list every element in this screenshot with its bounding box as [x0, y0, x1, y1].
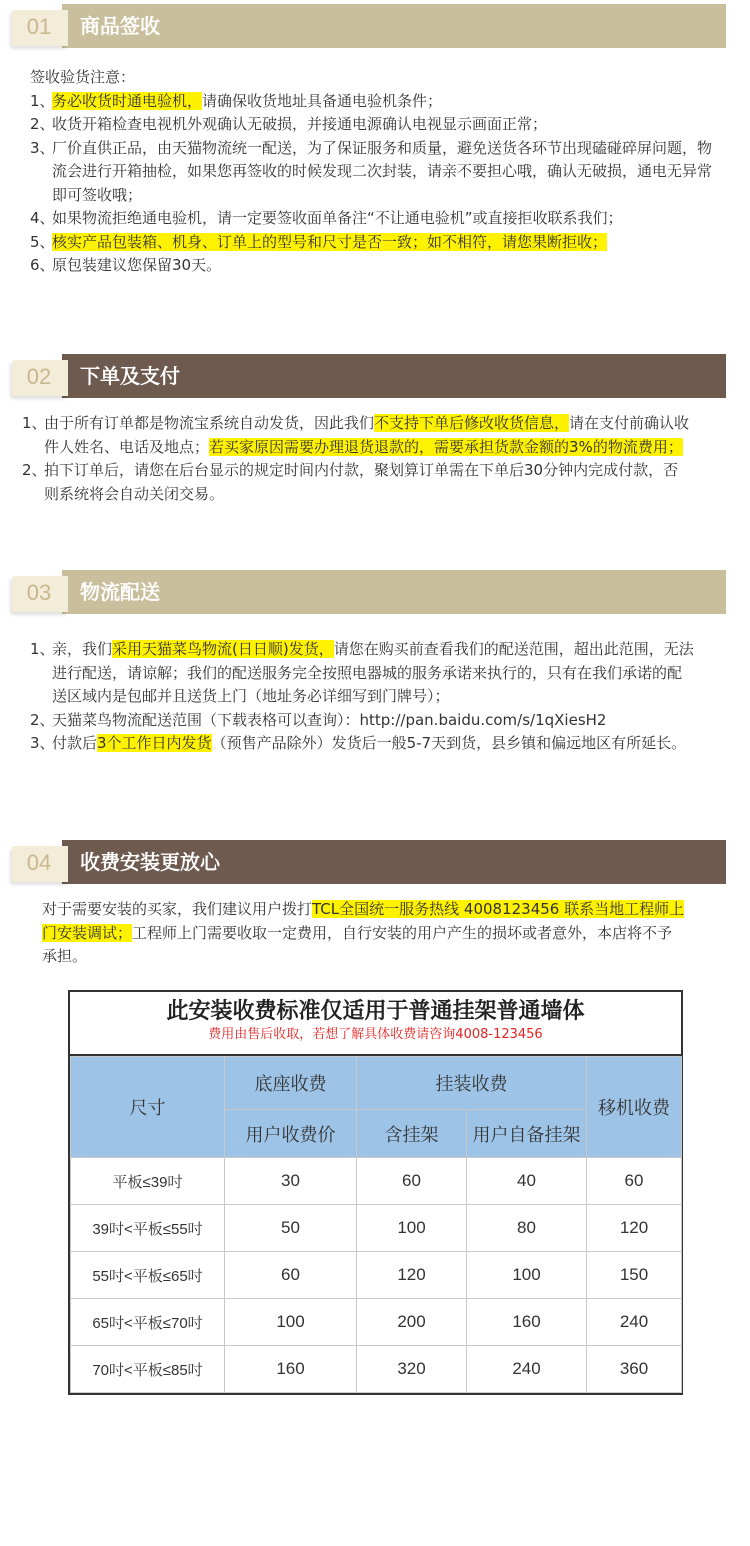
item-text: 亲，我们 — [52, 640, 113, 658]
item-text: 请确保收货地址具备通电验机条件； — [202, 91, 443, 110]
table-row — [71, 1158, 682, 1205]
list-marker: 1、 — [30, 91, 55, 110]
cell-value: 50 — [225, 1205, 357, 1252]
fee-grid — [70, 1056, 682, 1393]
cell-value: 100 — [357, 1205, 467, 1252]
list-item — [30, 254, 720, 278]
list-marker: 6、 — [30, 256, 55, 274]
item-text: 厂价直供正品，由天猫物流统一配送，为了保证服务和质量，避免送货各环节出现磕碰碎屏问题，物流会进行开箱抽检，如果您再签收的时候发现二次封装，请亲不要担心哦，确认无破损，通电无异常即可签收哦； — [52, 138, 713, 204]
cell-value: 160 — [225, 1346, 357, 1393]
table-title: 此安装收费标准仅适用于普通挂架普通墙体 — [166, 999, 585, 1024]
paragraph — [42, 898, 687, 969]
cell-value: 40 — [467, 1158, 587, 1205]
table-caption — [70, 992, 681, 1056]
section-01-body — [30, 66, 720, 278]
highlight-text: 采用天猫菜鸟物流(日日顺)发货， — [112, 640, 334, 658]
section-title: 收费安装更放心 — [80, 850, 220, 874]
list-marker: 2、 — [30, 115, 55, 133]
list-item — [22, 459, 692, 506]
highlight-text: 核实产品包装箱、机身、订单上的型号和尺寸是否一致；如不相符，请您果断拒收； — [52, 232, 608, 251]
list-marker: 2、 — [22, 461, 47, 479]
header-user-price: 用户收费价 — [225, 1110, 357, 1158]
cell-size: 39吋<平板≤55吋 — [71, 1205, 225, 1252]
list-marker: 1、 — [30, 640, 55, 658]
section-number: 02 — [26, 364, 52, 389]
item-text: 请您在购买前查看我们的配送范围，超出此范围，无法进行配送，请谅解；我们的配送服务完全按照电器城的服务承诺来执行的，只有在我们承诺的配送区域内是包邮并且送货上门（地址务必详细写到门牌号）； — [52, 640, 694, 705]
intro-line: 签收验货注意： — [30, 68, 136, 86]
section-number: 04 — [26, 850, 52, 875]
section-04-body — [42, 898, 687, 969]
section-bar — [62, 4, 726, 48]
cell-value: 360 — [587, 1346, 682, 1393]
section-title: 商品签收 — [80, 14, 160, 38]
cell-value: 320 — [357, 1346, 467, 1393]
table-row — [71, 1346, 682, 1393]
cell-value: 60 — [587, 1158, 682, 1205]
table-row — [71, 1205, 682, 1252]
section-header-04 — [0, 840, 750, 884]
table-subtitle: 费用由售后收取，若想了解具体收费请咨询4008-123456 — [208, 1027, 543, 1042]
cell-value: 80 — [467, 1205, 587, 1252]
cell-value: 120 — [587, 1205, 682, 1252]
section-bar — [62, 570, 726, 614]
section-header-01 — [0, 4, 750, 48]
table-row — [71, 1299, 682, 1346]
header-hang-fee: 挂装收费 — [357, 1057, 587, 1110]
item-text: 由于所有订单都是物流宝系统自动发货，因此我们 — [44, 414, 375, 432]
item-text: （预售产品除外）发货后一般5-7天到货，县乡镇和偏远地区有所延长。 — [211, 734, 687, 752]
section-title: 物流配送 — [80, 580, 160, 604]
list-item — [30, 137, 720, 208]
item-text: 原包装建议您保留30天。 — [52, 256, 222, 274]
item-text: 拍下订单后，请您在后台显示的规定时间内付款，聚划算订单需在下单后30分钟内完成付款，否则系统将会自动关闭交易。 — [44, 461, 679, 503]
list-item — [22, 412, 692, 459]
highlight-text: TCL全国统一服务热线 4008123456 联系当地工程师上门安装调试； — [42, 900, 685, 942]
item-text: 对于需要安装的买家，我们建议用户拨打 — [42, 900, 313, 918]
cell-value: 60 — [357, 1158, 467, 1205]
highlight-text: 3个工作日内发货 — [97, 734, 212, 752]
highlight-text: 务必收货时通电验机， — [52, 91, 203, 110]
cell-value: 60 — [225, 1252, 357, 1299]
list-marker: 4、 — [30, 209, 55, 227]
section-title: 下单及支付 — [80, 364, 180, 388]
cell-value: 100 — [467, 1252, 587, 1299]
list-item — [30, 207, 720, 231]
section-number: 01 — [26, 14, 52, 39]
list-item — [30, 709, 694, 733]
cell-size: 65吋<平板≤70吋 — [71, 1299, 225, 1346]
list-item — [30, 231, 720, 255]
cell-size: 70吋<平板≤85吋 — [71, 1346, 225, 1393]
list-item — [30, 732, 694, 756]
header-base-fee: 底座收费 — [225, 1057, 357, 1110]
item-text: 工程师上门需要收取一定费用，自行安装的用户产生的损坏或者意外，本店将不予承担。 — [42, 923, 673, 965]
section-header-03 — [0, 570, 750, 614]
header-move-fee: 移机收费 — [587, 1057, 682, 1158]
item-text: 付款后 — [52, 734, 98, 752]
cell-value: 240 — [587, 1299, 682, 1346]
section-02-body — [22, 412, 692, 506]
table-row — [71, 1252, 682, 1299]
list-marker: 5、 — [30, 232, 55, 251]
item-text: 请在支付前确认收件人姓名、电话及地点； — [44, 414, 690, 456]
section-header-02 — [0, 354, 750, 398]
list-item — [30, 113, 720, 137]
list-marker: 1、 — [22, 414, 47, 432]
header-with-rack: 含挂架 — [357, 1110, 467, 1158]
highlight-text: 不支持下单后修改收货信息， — [374, 414, 570, 432]
list-marker: 2、 — [30, 710, 55, 729]
section-number: 03 — [26, 580, 52, 605]
highlight-text: 若买家原因需要办理退货退款的，需要承担货款金额的3%的物流费用； — [209, 437, 683, 456]
cell-size: 平板≤39吋 — [71, 1158, 225, 1205]
item-text: 如果物流拒绝通电验机，请一定要签收面单备注“不让通电验机”或直接拒收联系我们； — [52, 209, 623, 227]
item-text: 天猫菜鸟物流配送范围（下载表格可以查询）：http://pan.baidu.com/s/1qXiesH2 — [52, 710, 607, 729]
installation-fee-table — [68, 990, 683, 1395]
list-marker: 3、 — [30, 734, 55, 752]
list-item — [30, 638, 694, 709]
cell-value: 120 — [357, 1252, 467, 1299]
section-03-body — [30, 638, 694, 756]
cell-value: 150 — [587, 1252, 682, 1299]
cell-value: 30 — [225, 1158, 357, 1205]
item-text: 收货开箱检查电视机外观确认无破损，并接通电源确认电视显示画面正常； — [52, 115, 548, 133]
cell-size: 55吋<平板≤65吋 — [71, 1252, 225, 1299]
list-marker: 3、 — [30, 138, 55, 157]
list-item — [30, 90, 720, 114]
cell-value: 200 — [357, 1299, 467, 1346]
cell-value: 160 — [467, 1299, 587, 1346]
header-size: 尺寸 — [71, 1057, 225, 1158]
cell-value: 240 — [467, 1346, 587, 1393]
cell-value: 100 — [225, 1299, 357, 1346]
header-own-rack: 用户自备挂架 — [467, 1110, 587, 1158]
